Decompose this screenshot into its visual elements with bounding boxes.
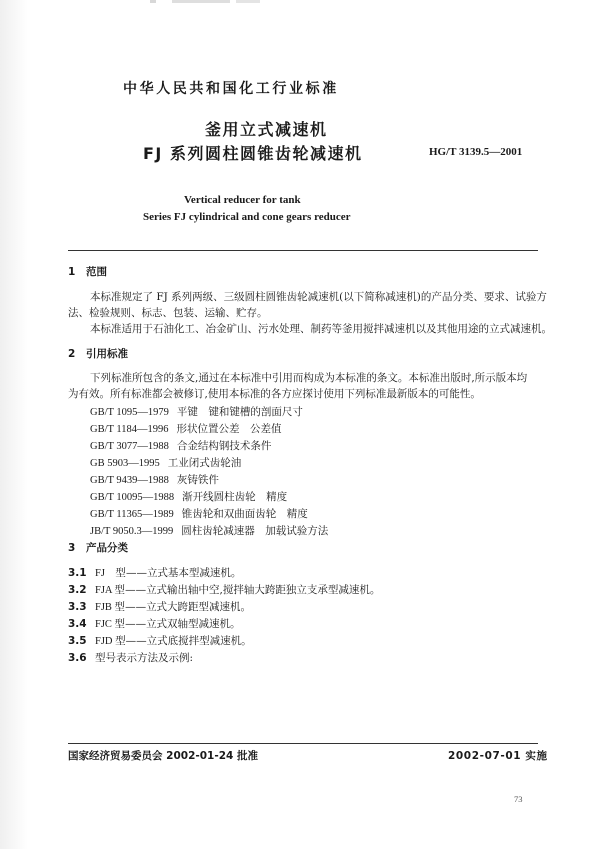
reference-title: 灰铸铁件 bbox=[176, 474, 219, 486]
scan-edge-shadow bbox=[0, 0, 28, 849]
clause-type: FJ 型 bbox=[95, 568, 126, 579]
reference-item bbox=[90, 438, 271, 453]
section-number: 3 bbox=[68, 542, 76, 554]
reference-title: 圆柱齿轮减速器 加载试验方法 bbox=[181, 525, 329, 537]
section-1-para-2: 本标准适用于石油化工、冶金矿山、污水处理、制药等釜用搅拌减速机以及其他用途的立式减速机。 bbox=[90, 323, 552, 335]
title-cn-line2: FJ 系列圆柱圆锥齿轮减速机 bbox=[143, 144, 363, 163]
reference-item bbox=[90, 472, 219, 487]
reference-code: GB 5903—1995 bbox=[90, 458, 160, 469]
reference-title: 锥齿轮和双曲面齿轮 精度 bbox=[181, 508, 308, 520]
standard-number: HG/T 3139.5—2001 bbox=[429, 146, 523, 158]
title-cn-line1: 釜用立式减速机 bbox=[205, 120, 328, 139]
reference-item bbox=[90, 506, 308, 521]
clause-number: 3.5 bbox=[68, 635, 87, 647]
section-1-heading bbox=[68, 264, 107, 279]
clause-number: 3.2 bbox=[68, 584, 87, 596]
reference-code: GB/T 1184—1996 bbox=[90, 424, 169, 435]
reference-code: GB/T 9439—1988 bbox=[90, 475, 169, 486]
reference-code: GB/T 1095—1979 bbox=[90, 407, 169, 418]
reference-code: JB/T 9050.3—1999 bbox=[90, 526, 174, 537]
title-en-line2: Series FJ cylindrical and cone gears reducer bbox=[143, 211, 351, 223]
clause-type: FJC 型 bbox=[95, 619, 126, 630]
clause-item bbox=[68, 633, 252, 648]
reference-title: 平键 键和键槽的剖面尺寸 bbox=[176, 406, 303, 418]
clause-item bbox=[68, 565, 241, 580]
clause-text: ——立式输出轴中空,搅拌轴大跨距独立支承型减速机。 bbox=[125, 584, 381, 596]
clause-text: ——立式基本型减速机。 bbox=[125, 567, 242, 579]
reference-title: 合金结构钢技术条件 bbox=[176, 440, 272, 452]
clause-item bbox=[68, 650, 193, 665]
clause-item bbox=[68, 582, 380, 597]
clause-number: 3.1 bbox=[68, 567, 87, 579]
clause-type: FJA 型 bbox=[95, 585, 126, 596]
clause-type: FJD 型 bbox=[95, 636, 126, 647]
clause-text: ——立式双轴型减速机。 bbox=[125, 618, 241, 630]
reference-code: GB/T 11365—1989 bbox=[90, 509, 174, 520]
section-1-para-1-line-1: 本标准规定了 FJ 系列两级、三级圆柱圆锥齿轮减速机(以下简称减速机)的产品分类、要求、试验方 bbox=[90, 291, 547, 303]
approval-info: 国家经济贸易委员会 2002-01-24 批准 bbox=[68, 750, 258, 762]
section-number: 1 bbox=[68, 266, 76, 278]
clause-text: ——立式大跨距型减速机。 bbox=[125, 601, 252, 613]
section-title: 引用标准 bbox=[86, 348, 128, 360]
section-2-heading bbox=[68, 346, 128, 361]
standard-organization: 中华人民共和国化工行业标准 bbox=[123, 81, 339, 97]
reference-code: GB/T 10095—1988 bbox=[90, 492, 175, 503]
clause-number: 3.6 bbox=[68, 652, 87, 664]
reference-item bbox=[90, 489, 287, 504]
section-3-heading bbox=[68, 540, 128, 555]
clause-number: 3.4 bbox=[68, 618, 87, 630]
section-2-intro-line-2: 为有效。所有标准都会被修订,使用本标准的各方应探讨使用下列标准最新版本的可能性。 bbox=[68, 388, 481, 400]
clause-item bbox=[68, 599, 251, 614]
section-title: 范围 bbox=[86, 266, 107, 278]
section-number: 2 bbox=[68, 348, 76, 360]
reference-item bbox=[90, 455, 241, 470]
section-title: 产品分类 bbox=[86, 542, 128, 554]
section-2-intro-line-1: 下列标准所包含的条文,通过在本标准中引用而构成为本标准的条文。本标准出版时,所示版本均 bbox=[90, 372, 528, 384]
clause-text: ——立式底搅拌型减速机。 bbox=[125, 635, 252, 647]
header-divider bbox=[68, 250, 538, 251]
reference-code: GB/T 3077—1988 bbox=[90, 441, 169, 452]
scan-artifact bbox=[150, 0, 260, 3]
reference-title: 形状位置公差 公差值 bbox=[176, 423, 282, 435]
page-number: 73 bbox=[514, 794, 523, 804]
reference-title: 工业闭式齿轮油 bbox=[167, 457, 242, 469]
clause-type: FJB 型 bbox=[95, 602, 126, 613]
implementation-date: 2002-07-01 实施 bbox=[448, 750, 548, 762]
clause-item bbox=[68, 616, 241, 631]
reference-item bbox=[90, 523, 328, 538]
clause-number: 3.3 bbox=[68, 601, 87, 613]
title-en-line1: Vertical reducer for tank bbox=[184, 194, 301, 206]
reference-title: 渐开线圆柱齿轮 精度 bbox=[182, 491, 288, 503]
footer-divider bbox=[68, 743, 538, 744]
reference-item bbox=[90, 421, 281, 436]
section-1-para-1-line-2: 法、检验规则、标志、包装、运输、贮存。 bbox=[68, 307, 268, 319]
reference-item bbox=[90, 404, 303, 419]
clause-text: 型号表示方法及示例: bbox=[95, 652, 194, 664]
